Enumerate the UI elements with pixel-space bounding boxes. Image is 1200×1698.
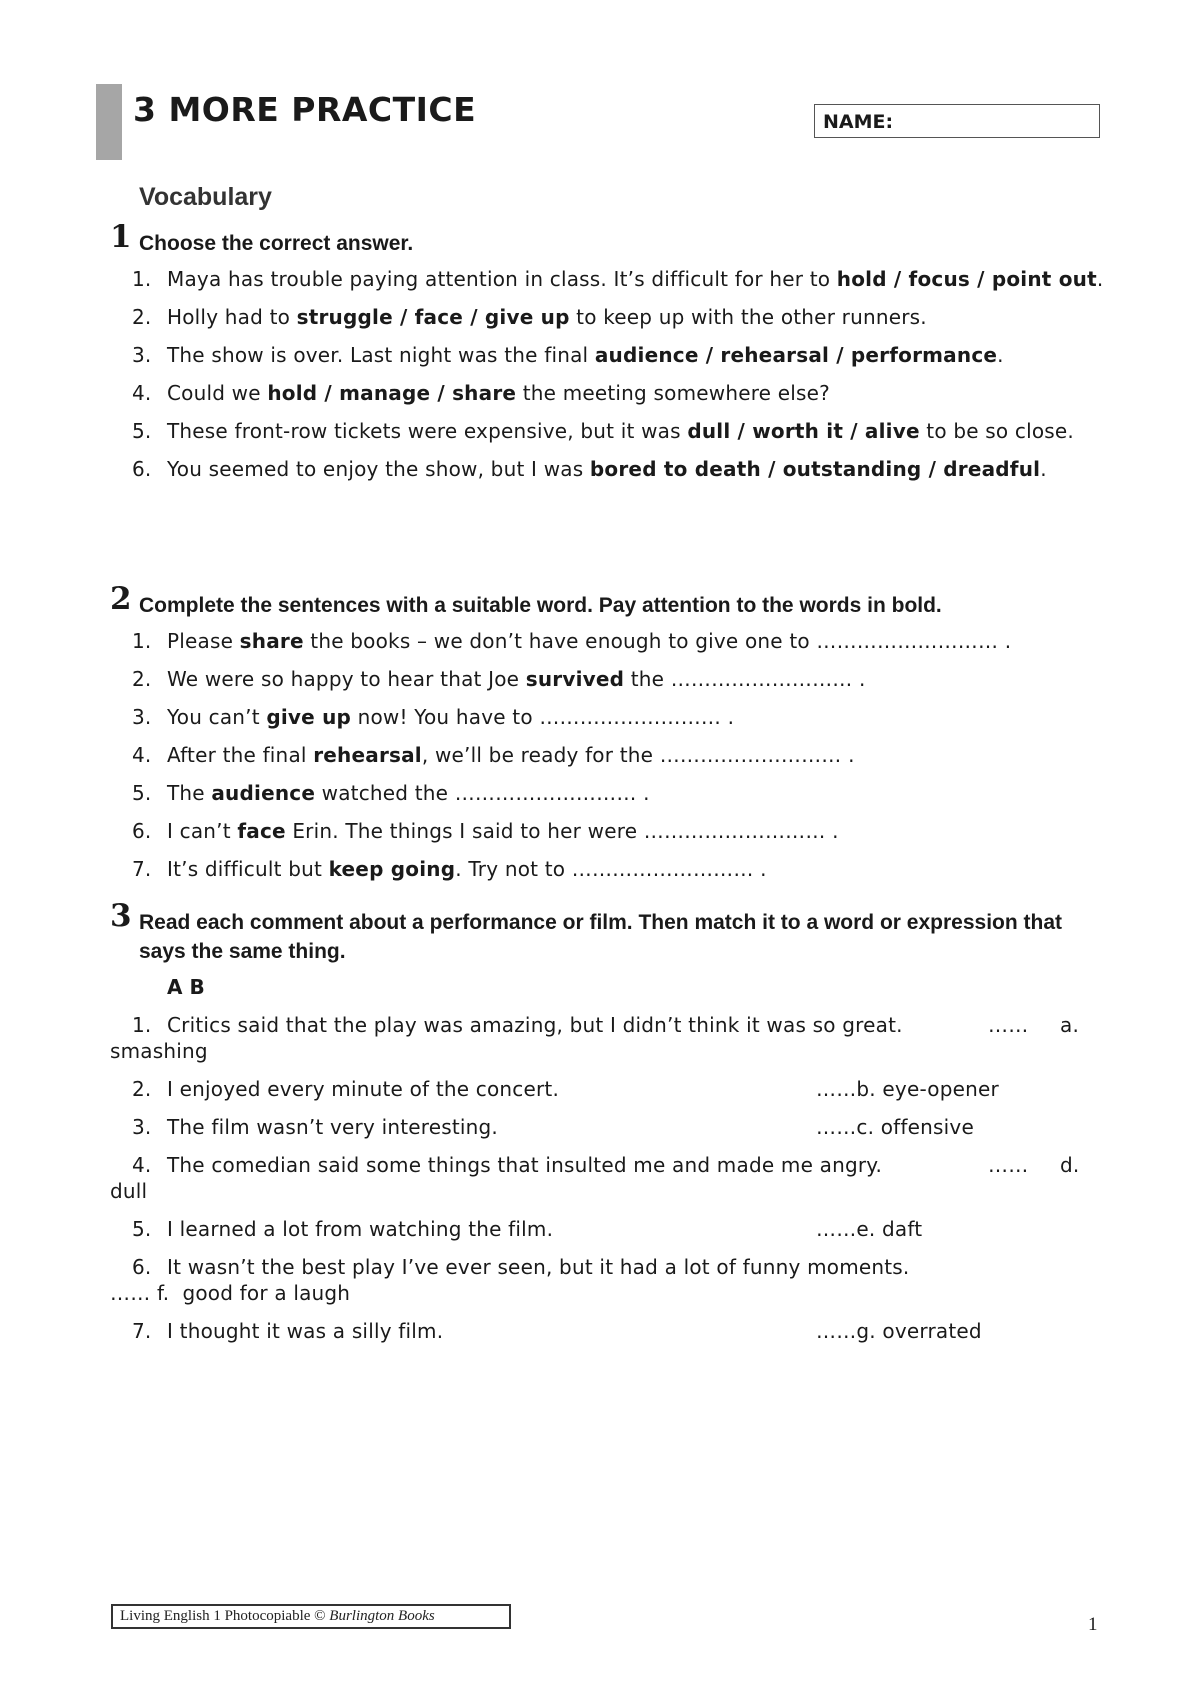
list-item xyxy=(110,704,1104,730)
item-options: bored to death / outstanding / dreadful xyxy=(589,457,1041,481)
comment-text: It wasn’t the best play I’ve ever seen, but it had a lot of funny moments. xyxy=(167,1255,910,1279)
list-item xyxy=(110,456,1104,482)
list-item xyxy=(110,380,1104,406)
item-text: the ……………………… . xyxy=(624,667,866,691)
section-heading: Vocabulary xyxy=(139,183,272,211)
item-text: the meeting somewhere else? xyxy=(516,381,830,405)
answer-blank[interactable]: …… xyxy=(816,1217,857,1241)
item-text: the books – we don’t have enough to give one to ……………………… . xyxy=(303,629,1012,653)
option-text: eye-opener xyxy=(882,1077,999,1101)
item-number: 2. xyxy=(132,1077,152,1101)
item-options: struggle / face / give up xyxy=(296,305,570,329)
exercise-1 xyxy=(110,219,1104,494)
item-number: 7. xyxy=(132,857,152,881)
item-options: hold / manage / share xyxy=(267,381,517,405)
list-item xyxy=(110,304,1104,330)
copyright-text: Living English 1 Photocopiable © xyxy=(120,1608,330,1624)
exercise-2 xyxy=(110,581,1104,894)
item-number: 2. xyxy=(132,667,152,691)
exercise-number: 3 xyxy=(110,898,132,934)
instruction-text: Complete the sentences with a suitable word. Pay attention to the words in bold. xyxy=(139,594,942,617)
item-number: 7. xyxy=(132,1319,152,1343)
item-text: Holly had to xyxy=(167,305,297,329)
item-text: now! You have to ……………………… . xyxy=(351,705,735,729)
exercise-2-list xyxy=(110,628,1104,882)
option-letter: f. xyxy=(156,1281,170,1305)
match-row xyxy=(110,1216,1104,1242)
option-text: smashing xyxy=(110,1039,208,1063)
item-text: You seemed to enjoy the show, but I was xyxy=(167,457,590,481)
option-text: good for a laugh xyxy=(182,1281,351,1305)
exercise-3-instruction xyxy=(110,898,1104,966)
item-number: 1. xyxy=(132,1013,152,1037)
answer-blank[interactable]: …… xyxy=(110,1281,151,1305)
exercise-1-instruction xyxy=(110,219,1104,258)
item-keyword: keep going xyxy=(328,857,456,881)
option-letter: c. xyxy=(856,1115,875,1139)
item-text: It’s difficult but xyxy=(167,857,329,881)
exercise-number: 2 xyxy=(110,581,132,617)
item-keyword: survived xyxy=(525,667,625,691)
list-item xyxy=(110,418,1104,444)
answer-blank[interactable]: …… xyxy=(816,1115,857,1139)
item-options: dull / worth it / alive xyxy=(687,419,920,443)
match-row xyxy=(110,1012,1104,1064)
item-number: 3. xyxy=(132,343,152,367)
option-letter: a. xyxy=(1060,1013,1080,1037)
item-text: After the final xyxy=(167,743,314,767)
item-number: 2. xyxy=(132,305,152,329)
option-letter: d. xyxy=(1060,1153,1080,1177)
item-text: . xyxy=(1040,457,1047,481)
option-text: overrated xyxy=(882,1319,982,1343)
comment-text: I learned a lot from watching the film. xyxy=(167,1217,554,1241)
item-text: . xyxy=(1096,267,1104,291)
option-letter: e. xyxy=(856,1217,876,1241)
instruction-text: Choose the correct answer. xyxy=(139,232,414,255)
item-number: 6. xyxy=(132,819,152,843)
list-item xyxy=(110,628,1104,654)
instruction-text: Read each comment about a performance or film. Then match it to a word or expression that says the same thing. xyxy=(139,911,1063,963)
column-b-header: B xyxy=(189,975,205,999)
item-number: 1. xyxy=(132,629,152,653)
item-number: 3. xyxy=(132,705,152,729)
item-text: We were so happy to hear that Joe xyxy=(167,667,526,691)
item-text: to keep up with the other runners. xyxy=(569,305,927,329)
item-number: 4. xyxy=(132,743,152,767)
answer-blank[interactable]: …… xyxy=(816,1319,857,1343)
item-text: Erin. The things I said to her were ……………………… . xyxy=(285,819,839,843)
list-item xyxy=(110,818,1104,844)
item-number: 6. xyxy=(132,457,152,481)
item-text: Please xyxy=(167,629,240,653)
exercise-number: 1 xyxy=(110,219,132,255)
answer-blank[interactable]: …… xyxy=(988,1013,1029,1037)
item-text: These front-row tickets were expensive, but it was xyxy=(167,419,688,443)
item-keyword: audience xyxy=(211,781,316,805)
item-text: Could we xyxy=(167,381,268,405)
list-item xyxy=(110,342,1104,368)
publisher-name: Burlington Books xyxy=(329,1608,435,1624)
item-text: , we’ll be ready for the ……………………… . xyxy=(421,743,855,767)
match-row xyxy=(110,1114,1104,1140)
title-accent-bar xyxy=(96,84,122,160)
item-text: The show is over. Last night was the final xyxy=(167,343,595,367)
item-text: watched the ……………………… . xyxy=(315,781,650,805)
match-row xyxy=(110,1318,1104,1344)
list-item xyxy=(110,742,1104,768)
comment-text: I thought it was a silly film. xyxy=(167,1319,444,1343)
footer-copyright xyxy=(111,1604,511,1629)
item-text: You can’t xyxy=(167,705,267,729)
match-row xyxy=(110,1152,1104,1204)
page-number: 1 xyxy=(1088,1614,1098,1635)
item-number: 5. xyxy=(132,1217,152,1241)
list-item xyxy=(110,780,1104,806)
item-text: to be so close. xyxy=(919,419,1074,443)
column-a-header: A xyxy=(167,975,183,999)
item-keyword: share xyxy=(239,629,304,653)
comment-text: I enjoyed every minute of the concert. xyxy=(167,1077,560,1101)
match-row xyxy=(110,1254,1104,1306)
column-headers xyxy=(110,974,1104,1000)
match-row xyxy=(110,1076,1104,1102)
item-options: audience / rehearsal / performance xyxy=(594,343,998,367)
item-number: 6. xyxy=(132,1255,152,1279)
option-text: dull xyxy=(110,1179,148,1203)
name-label: NAME: xyxy=(823,111,894,133)
option-text: offensive xyxy=(880,1115,974,1139)
answer-blank[interactable]: …… xyxy=(816,1077,857,1101)
item-text: I can’t xyxy=(167,819,238,843)
list-item xyxy=(110,266,1104,292)
item-number: 4. xyxy=(132,381,152,405)
page-title: 3 MORE PRACTICE xyxy=(133,90,477,129)
answer-blank[interactable]: …… xyxy=(988,1153,1029,1177)
item-number: 4. xyxy=(132,1153,152,1177)
exercise-1-list xyxy=(110,266,1104,482)
item-number: 3. xyxy=(132,1115,152,1139)
item-number: 1. xyxy=(132,267,152,291)
item-number: 5. xyxy=(132,781,152,805)
list-item xyxy=(110,666,1104,692)
item-text: . xyxy=(997,343,1004,367)
item-text: . Try not to ……………………… . xyxy=(455,857,767,881)
exercise-3 xyxy=(110,898,1104,1356)
item-text: The xyxy=(167,781,212,805)
item-options: hold / focus / point out xyxy=(836,267,1097,291)
option-letter: g. xyxy=(856,1319,876,1343)
exercise-2-instruction xyxy=(110,581,1104,620)
comment-text: The film wasn’t very interesting. xyxy=(167,1115,498,1139)
comment-text: Critics said that the play was amazing, but I didn’t think it was so great. xyxy=(167,1013,903,1037)
item-keyword: give up xyxy=(266,705,352,729)
comment-text: The comedian said some things that insulted me and made me angry. xyxy=(167,1153,883,1177)
list-item xyxy=(110,856,1104,882)
option-text: daft xyxy=(882,1217,923,1241)
name-field[interactable] xyxy=(814,104,1100,138)
option-letter: b. xyxy=(856,1077,876,1101)
item-keyword: rehearsal xyxy=(313,743,422,767)
item-text: Maya has trouble paying attention in class. It’s difficult for her to xyxy=(167,267,837,291)
item-number: 5. xyxy=(132,419,152,443)
item-keyword: face xyxy=(237,819,286,843)
